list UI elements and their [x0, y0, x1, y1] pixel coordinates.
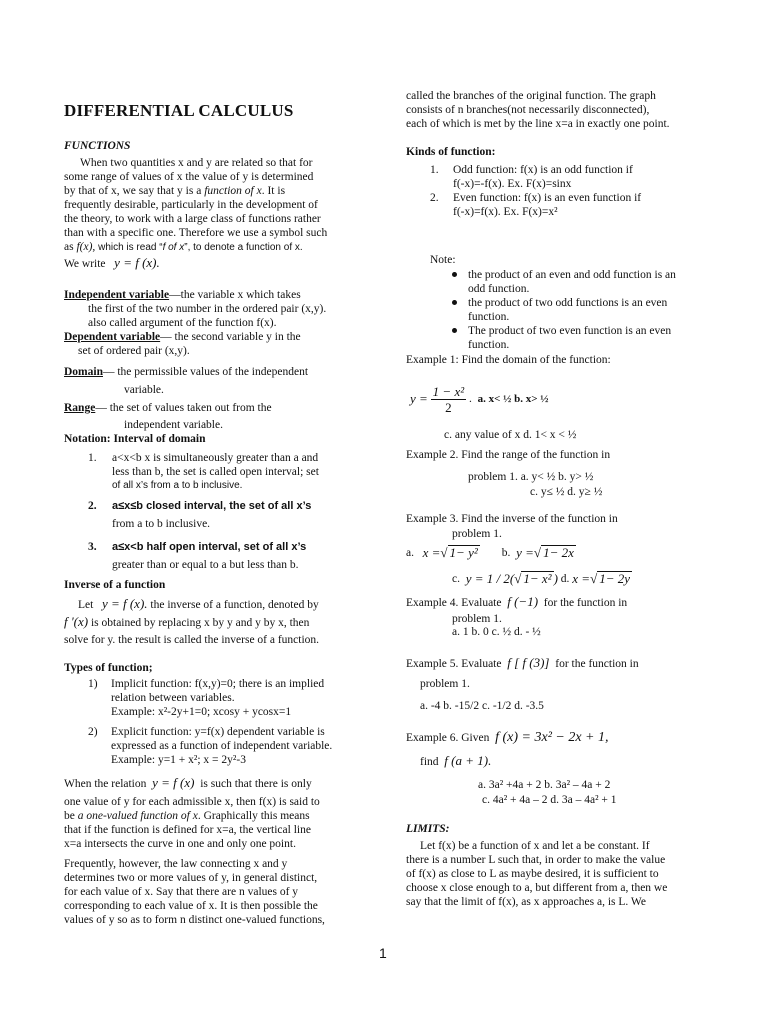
functions-heading: FUNCTIONS: [64, 140, 131, 152]
bullet-icon: [452, 272, 457, 277]
bullet-icon: [452, 300, 457, 305]
inverse-heading: Inverse of a function: [64, 579, 166, 591]
page-title: DIFFERENTIAL CALCULUS: [64, 101, 294, 120]
limits-heading: LIMITS:: [406, 823, 450, 835]
bullet-icon: [452, 328, 457, 333]
types-heading: Types of function;: [64, 662, 153, 674]
kinds-heading: Kinds of function:: [406, 146, 496, 158]
equation-y-fx: y = f (x).: [114, 255, 160, 270]
page-number: 1: [379, 945, 387, 961]
note-label: Note:: [430, 254, 456, 266]
notation-heading: Notation: Interval of domain: [64, 433, 206, 445]
